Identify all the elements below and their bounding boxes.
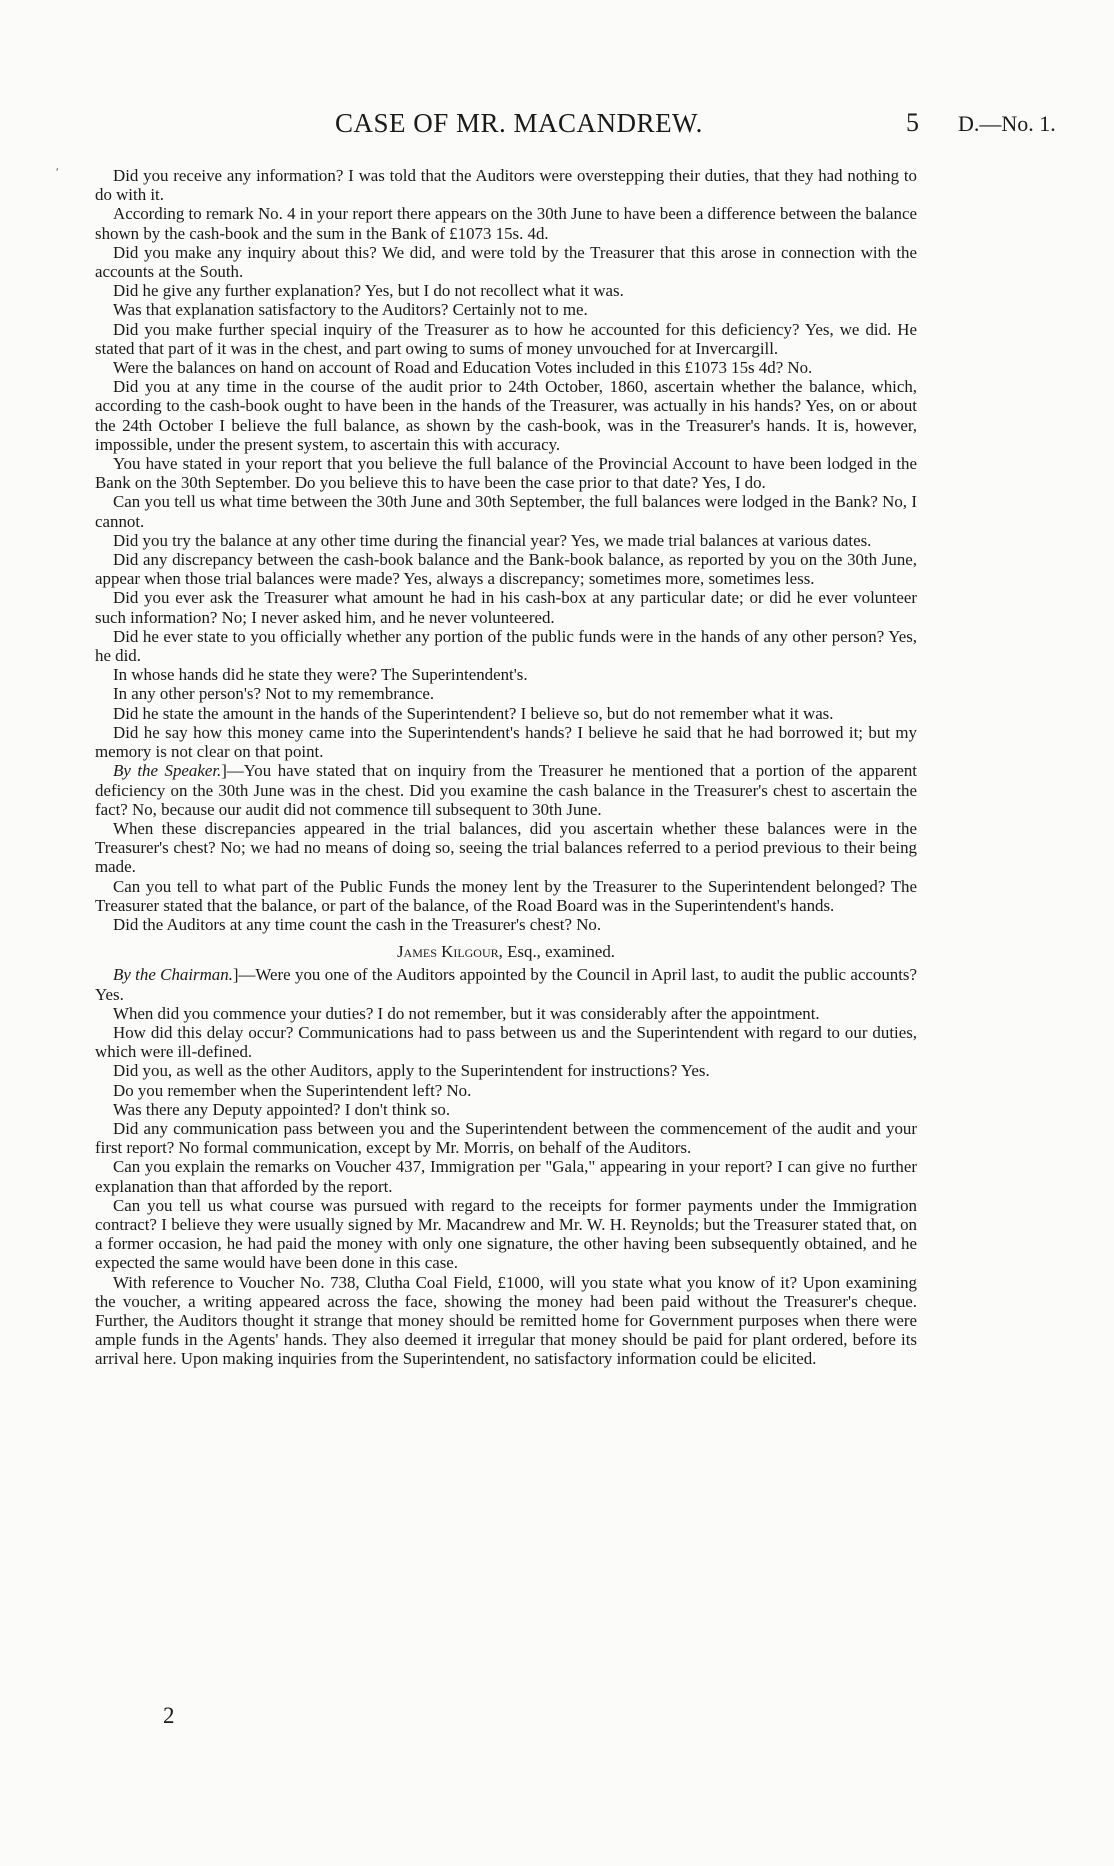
- paragraph: Did the Auditors at any time count the cash in the Treasurer's chest? No.: [113, 914, 602, 934]
- witness-suffix: , Esq., examined.: [498, 942, 615, 962]
- page-number: 5: [906, 108, 919, 137]
- paragraph: Did he give any further explanation? Yes, but I do not recollect what it was.: [113, 281, 624, 301]
- paragraph: Did you at any time in the course of the audit prior to 24th October, 1860, ascertain whether the balance, which, according to the cash-book ought to have been in the hands of the Treasurer, was actually in his hands? Yes, on or about the 24th October I believe the full balance, as shown by the cash-book, was in the Treasurer's hands. It is, however, impossible, under the present system, to ascertain this with accuracy.: [95, 377, 917, 454]
- witness-name: James Kilgour: [396, 942, 499, 962]
- paragraph: Can you tell us what course was pursued with regard to the receipts for former payments under the Immigration contract? I believe they were usually signed by Mr. Macandrew and Mr. W. H. Reynolds; but the Treasurer stated that, on a former occasion, he had paid the money with only one signature, the other having been subsequently obtained, and he expected the same would have been done in this case.: [95, 1195, 917, 1273]
- paragraph: Did he ever state to you officially whether any portion of the public funds were in the hands of any other person? Yes, he did.: [95, 626, 917, 666]
- speaker-lead: By the Speaker.: [113, 761, 222, 781]
- witness-heading: [95, 942, 917, 961]
- speaker-paragraph: [95, 761, 917, 819]
- paragraph: In any other person's? Not to my remembrance.: [113, 684, 435, 704]
- paragraph: Did you make any inquiry about this? We did, and were told by the Treasurer that this arose in connection with the accounts at the South.: [95, 242, 917, 282]
- signature-mark: 2: [163, 1703, 175, 1728]
- paragraph: Did you make further special inquiry of the Treasurer as to how he accounted for this deficiency? Yes, we did. He stated that part of it was in the chest, and part owing to sums of money unvouched for at Invercargill.: [95, 319, 917, 358]
- paragraph: Did any discrepancy between the cash-book balance and the Bank-book balance, as reported by you on the 30th June, appear when those trial balances were made? Yes, always a discrepancy; sometimes more, sometimes less.: [95, 550, 917, 589]
- chairman-text: ]—Were you one of the Auditors appointed by the Council in April last, to audit the public accounts? Yes.: [95, 965, 917, 1004]
- margin-mark: ʹ: [56, 165, 59, 179]
- paragraph: Do you remember when the Superintendent left? No.: [113, 1080, 472, 1100]
- paragraph: You have stated in your report that you believe the full balance of the Provincial Account to have been lodged in the Bank on the 30th September. Do you believe this to have been the case prior to that date? Yes, I do.: [95, 454, 917, 493]
- document-reference: D.—No. 1.: [958, 111, 1056, 136]
- paragraph: According to remark No. 4 in your report there appears on the 30th June to have been a difference between the balance shown by the cash-book and the sum in the Bank of £1073 15s. 4d.: [95, 204, 917, 243]
- document-body: [95, 166, 917, 1369]
- paragraph: With reference to Voucher No. 738, Clutha Coal Field, £1000, will you state what you know of it? Upon examining the voucher, a writing appeared across the face, showing the money had been paid without the Treasurer's cheque. Further, the Auditors thought it strange that money should be remitted home for Government purposes when there were ample funds in the Agents' hands. They also deemed it irregular that money should be paid for plant ordered, before its arrival here. Upon making inquiries from the Superintendent, no satisfactory information could be elicited.: [95, 1272, 917, 1369]
- paragraph: In whose hands did he state they were? The Superintendent's.: [113, 665, 528, 685]
- chairman-lead: By the Chairman.: [113, 965, 233, 985]
- page-header: [0, 108, 1114, 144]
- paragraph: Did you, as well as the other Auditors, apply to the Superintendent for instructions? Yes.: [113, 1061, 710, 1081]
- chairman-paragraph: [95, 965, 917, 1003]
- paragraph: When these discrepancies appeared in the trial balances, did you ascertain whether these balances were in the Treasurer's chest? No; we had no means of doing so, seeing the trial balances referred to a period previous to their being made.: [95, 818, 917, 877]
- paragraph: Can you tell to what part of the Public Funds the money lent by the Treasurer to the Superintendent belonged? The Treasurer stated that the balance, or part of the balance, of the Road Board was in the Superintendent's hands.: [95, 876, 917, 915]
- speaker-text: ]—You have stated that on inquiry from the Treasurer he mentioned that a portion of the apparent deficiency on the 30th June was in the chest. Did you examine the cash balance in the Treasurer's chest to ascertain the fact? No, because our audit did not commence till subsequent to 30th June.: [95, 761, 917, 819]
- paragraph: Did he state the amount in the hands of the Superintendent? I believe so, but do not remember what it was.: [113, 703, 834, 723]
- paragraph: Did you ever ask the Treasurer what amount he had in his cash-box at any particular date; or did he ever volunteer such information? No; I never asked him, and he never volunteered.: [95, 588, 917, 627]
- paragraph: Did he say how this money came into the Superintendent's hands? I believe he said that he had borrowed it; but my memory is not clear on that point.: [95, 722, 917, 762]
- paragraph: Did any communication pass between you and the Superintendent between the commencement of the audit and your first report? No formal communication, except by Mr. Morris, on behalf of the Auditors.: [95, 1118, 917, 1158]
- paragraph: Were the balances on hand on account of Road and Education Votes included in this £1073 15s 4d? No.: [113, 358, 813, 378]
- paragraph: How did this delay occur? Communications had to pass between us and the Superintendent with regard to our duties, which were ill-defined.: [95, 1022, 917, 1062]
- paragraph: When did you commence your duties? I do not remember, but it was considerably after the appointment.: [113, 1003, 820, 1023]
- paragraph: Did you try the balance at any other time during the financial year? Yes, we made trial balances at various dates.: [113, 530, 872, 550]
- paragraph: Can you tell us what time between the 30th June and 30th September, the full balances were lodged in the Bank? No, I cannot.: [95, 492, 917, 531]
- paragraph: Did you receive any information? I was told that the Auditors were overstepping their duties, that they had nothing to do with it.: [95, 166, 917, 205]
- paragraph: Can you explain the remarks on Voucher 437, Immigration per "Gala," appearing in your report? I can give no further explanation than that afforded by the report.: [95, 1157, 917, 1196]
- paragraph: Was that explanation satisfactory to the Auditors? Certainly not to me.: [113, 300, 588, 320]
- paragraph: Was there any Deputy appointed? I don't think so.: [113, 1099, 451, 1119]
- page-title: CASE OF MR. MACANDREW.: [335, 108, 703, 138]
